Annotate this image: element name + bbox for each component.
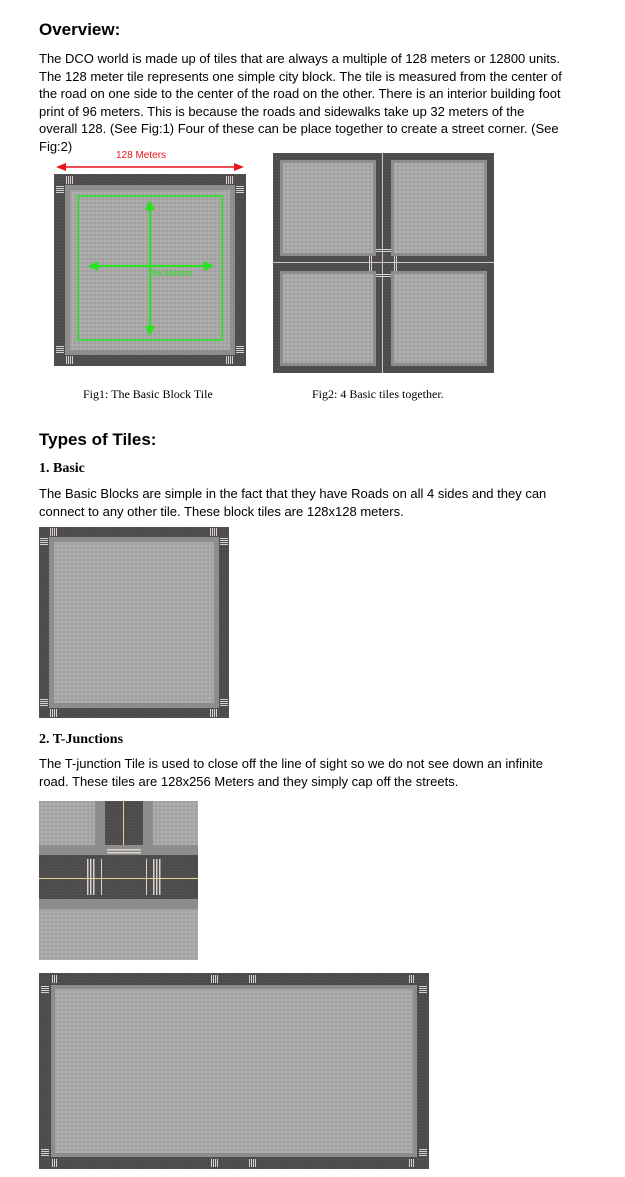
overview-heading: Overview:	[39, 20, 121, 39]
tjunction-paragraph	[39, 755, 619, 790]
fig2-caption: Fig2: 4 Basic tiles together.	[312, 387, 444, 401]
overview-paragraph	[39, 50, 619, 156]
fig1-dimension-label: 128 Meters	[116, 150, 167, 161]
basic-paragraph	[39, 485, 619, 520]
basic-tile-image	[39, 527, 229, 718]
overview-line: The DCO world is made up of tiles that are always a multiple of 128 meters or 12800 units.	[39, 51, 560, 66]
overview-line: print of 96 meters. This is because the roads and sidewalks take up 32 meters of the	[39, 103, 525, 119]
tjunction-full-tile-image	[39, 973, 429, 1169]
types-heading: Types of Tiles:	[39, 430, 157, 449]
fig2-four-tiles	[273, 153, 494, 373]
fig1-inner-label: 96 Meters	[152, 268, 193, 278]
basic-heading: 1. Basic	[39, 461, 85, 476]
tjunction-line: road. These tiles are 128x256 Meters and they simply cap off the streets.	[39, 773, 459, 789]
fig1-caption: Fig1: The Basic Block Tile	[83, 387, 213, 401]
overview-line: the road on one side to the center of the road on the other. There is an interior building foot	[39, 86, 561, 102]
overview-line: The 128 meter tile represents one simple city block. The tile is measured from the center of	[39, 68, 562, 84]
tjunction-heading: 2. T-Junctions	[39, 732, 124, 747]
basic-line: connect to any other tile. These block tiles are 128x128 meters.	[39, 503, 404, 519]
tjunction-closeup-image	[39, 801, 198, 960]
overview-line: Fig:2)	[39, 138, 73, 154]
fig1-basic-block-tile	[54, 150, 250, 368]
basic-line: The Basic Blocks are simple in the fact that they have Roads on all 4 sides and they can	[39, 486, 547, 501]
overview-line: overall 128. (See Fig:1) Four of these can be place together to create a street corner. (See	[39, 121, 559, 137]
tjunction-line: The T-junction Tile is used to close off the line of sight so we do not see down an infinite	[39, 756, 543, 771]
